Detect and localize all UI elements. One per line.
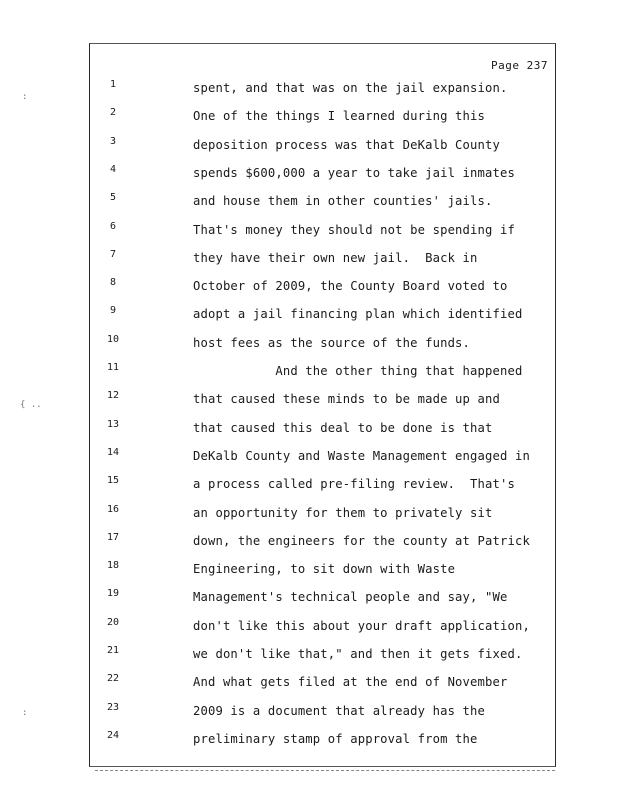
line-text: spends $600,000 a year to take jail inmates bbox=[193, 165, 515, 180]
transcript-line bbox=[0, 419, 618, 447]
transcript-line bbox=[0, 532, 618, 560]
line-text: spent, and that was on the jail expansion. bbox=[193, 81, 508, 95]
line-text: deposition process was that DeKalb County bbox=[193, 137, 500, 152]
line-number: 14 bbox=[106, 446, 120, 458]
line-number: 24 bbox=[106, 729, 120, 741]
line-text: October of 2009, the County Board voted to bbox=[193, 279, 508, 294]
line-text: One of the things I learned during this bbox=[193, 109, 486, 124]
transcript-line bbox=[0, 277, 618, 305]
margin-mark: : bbox=[22, 708, 28, 718]
margin-mark: : bbox=[22, 92, 28, 102]
transcript-line bbox=[0, 447, 618, 475]
line-number: 15 bbox=[106, 475, 120, 487]
line-text: And the other thing that happened bbox=[193, 364, 523, 378]
transcript-line bbox=[0, 617, 618, 645]
transcript-line bbox=[0, 136, 618, 164]
line-text: a process called pre-filing review. That's bbox=[193, 477, 515, 492]
line-text: that caused this deal to be done is that bbox=[193, 420, 493, 435]
line-text: and house them in other counties' jails. bbox=[193, 194, 493, 209]
transcript-line bbox=[0, 221, 618, 249]
line-number: 9 bbox=[109, 305, 117, 317]
line-text: Management's technical people and say, "We bbox=[193, 590, 508, 605]
margin-mark: { .. bbox=[20, 400, 42, 410]
line-number: 2 bbox=[109, 107, 117, 119]
transcript-line bbox=[0, 164, 618, 192]
line-text: Engineering, to sit down with Waste bbox=[193, 562, 456, 577]
line-number: 19 bbox=[106, 588, 120, 600]
transcript-line bbox=[0, 475, 618, 503]
transcript-line bbox=[0, 192, 618, 220]
line-text: adopt a jail financing plan which identified bbox=[193, 307, 523, 322]
line-text: preliminary stamp of approval from the bbox=[193, 731, 478, 746]
transcript-line bbox=[0, 362, 618, 390]
line-number: 1 bbox=[109, 79, 117, 90]
line-text: we don't like that," and then it gets fixed. bbox=[193, 647, 523, 661]
line-text: an opportunity for them to privately sit bbox=[193, 505, 493, 520]
line-number: 18 bbox=[106, 560, 120, 572]
transcript-line bbox=[0, 107, 618, 135]
transcript-line bbox=[0, 504, 618, 532]
transcript-line bbox=[0, 390, 618, 418]
line-number: 12 bbox=[106, 390, 120, 402]
transcript-line bbox=[0, 305, 618, 333]
line-number: 16 bbox=[106, 503, 120, 515]
line-number: 22 bbox=[106, 673, 120, 685]
line-number: 3 bbox=[109, 135, 117, 147]
line-number: 8 bbox=[109, 277, 117, 289]
line-number: 7 bbox=[109, 248, 117, 260]
transcript-line bbox=[0, 79, 618, 107]
line-number: 17 bbox=[106, 531, 120, 543]
transcript-line bbox=[0, 588, 618, 616]
line-number: 20 bbox=[106, 616, 120, 628]
line-text: that caused these minds to be made up and bbox=[193, 392, 500, 407]
line-text: And what gets filed at the end of November bbox=[193, 675, 508, 690]
transcript-line bbox=[0, 730, 618, 758]
line-number: 23 bbox=[106, 701, 120, 713]
line-number: 6 bbox=[109, 220, 117, 232]
page-number: Page 237 bbox=[491, 59, 548, 72]
transcript-line bbox=[0, 702, 618, 730]
line-text: 2009 is a document that already has the bbox=[193, 703, 486, 718]
line-text: they have their own new jail. Back in bbox=[193, 250, 478, 265]
line-text: DeKalb County and Waste Management engaged in bbox=[193, 448, 530, 463]
transcript-line bbox=[0, 645, 618, 673]
line-text: That's money they should not be spending if bbox=[193, 222, 515, 237]
line-text: down, the engineers for the county at Patrick bbox=[193, 533, 530, 548]
line-text: host fees as the source of the funds. bbox=[193, 335, 471, 350]
line-text: don't like this about your draft application, bbox=[193, 618, 530, 633]
footer-rule bbox=[95, 770, 555, 771]
transcript-line bbox=[0, 249, 618, 277]
line-number: 10 bbox=[106, 333, 120, 345]
transcript-line bbox=[0, 334, 618, 362]
line-number: 5 bbox=[109, 192, 117, 204]
line-number: 21 bbox=[106, 645, 120, 656]
transcript-line bbox=[0, 673, 618, 701]
line-number: 4 bbox=[109, 163, 117, 175]
transcript-line bbox=[0, 560, 618, 588]
line-number: 11 bbox=[106, 362, 120, 373]
line-number: 13 bbox=[106, 418, 120, 430]
